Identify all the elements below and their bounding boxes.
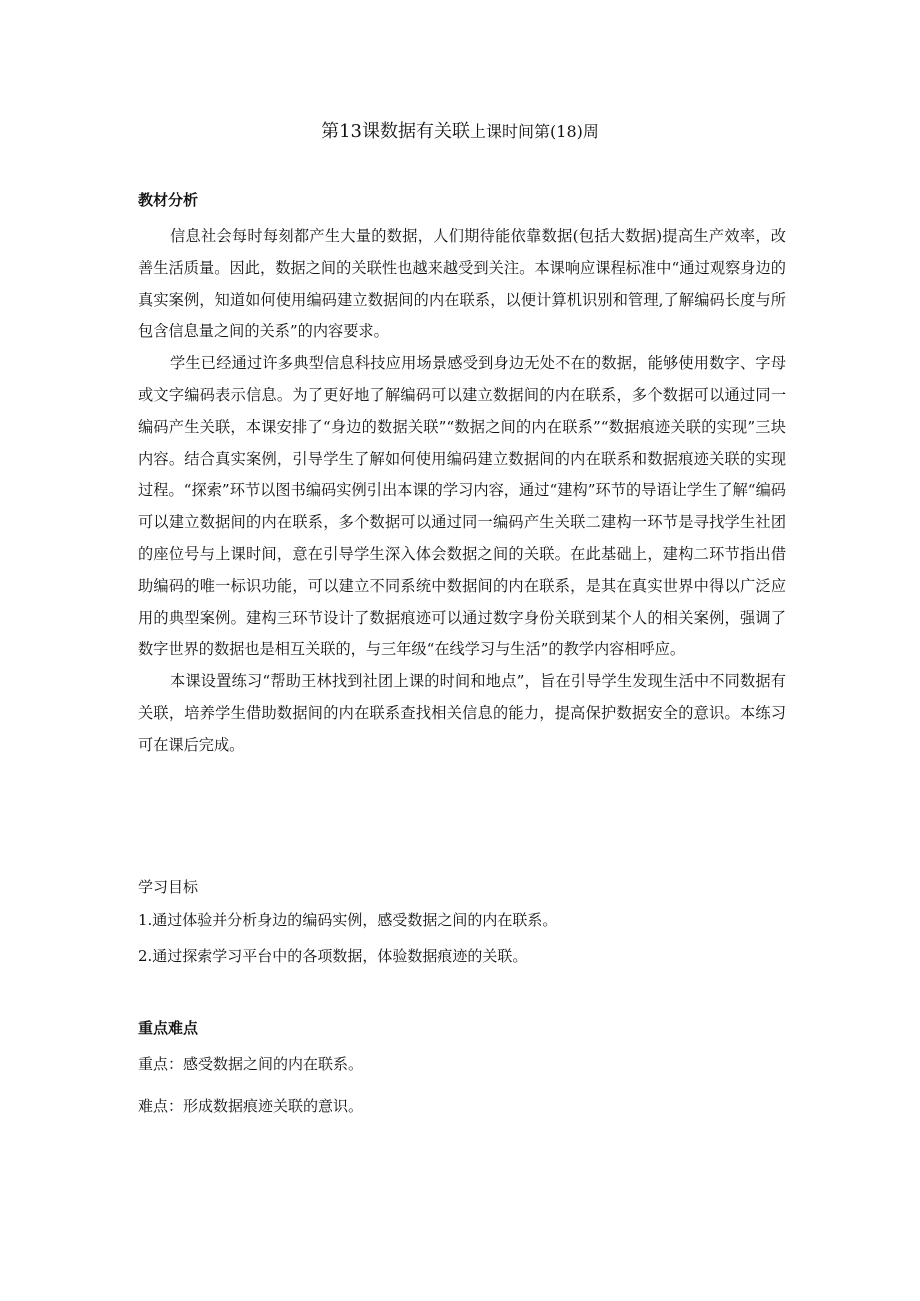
- analysis-paragraph: 本课设置练习“帮助王林找到社团上课的时间和地点”，旨在引导学生发现生活中不同数据有关联，培养学生借助数据间的内在联系查找相关信息的能力，提高保护数据安全的意识。本练习可在课后完成。: [138, 672, 786, 754]
- title-main: 第13课数据有关联: [321, 121, 471, 142]
- section-heading-analysis: 教材分析: [138, 191, 199, 209]
- keypoint-item: 难点：形成数据痕迹关联的意识。: [138, 1097, 364, 1115]
- analysis-body: [138, 221, 786, 762]
- keypoint-item: 重点：感受数据之间的内在联系。: [138, 1055, 364, 1073]
- analysis-paragraph: 信息社会每时每刻都产生大量的数据，人们期待能依靠数据(包括大数据)提高生产效率，改善生活质量。因此，数据之间的关联性也越来越受到关注。本课响应课程标准中“通过观察身边的真实案例，知道如何使用编码建立数据间的内在联系，以便计算机识别和管理,了解编码长度与所包含信息量之间的关系”的内容要求。: [138, 227, 786, 341]
- title-schedule: 上课时间第(18)周: [470, 122, 599, 141]
- analysis-paragraph: 学生已经通过许多典型信息科技应用场景感受到身边无处不在的数据，能够使用数字、字母或文字编码表示信息。为了更好地了解编码可以建立数据间的内在联系，多个数据可以通过同一编码产生关联，本课安排了“身边的数据关联”“数据之间的内在联系”“数据痕迹关联的实现”三块内容。结合真实案例，引导学生了解如何使用编码建立数据间的内在联系和数据痕迹关联的实现过程。“探索”环节以图书编码实例引出本课的学习内容，通过“建构”环节的导语让学生了解“编码可以建立数据间的内在联系，多个数据可以通过同一编码产生关联二建构一环节是寻找学生社团的座位号与上课时间，意在引导学生深入体会数据之间的关联。在此基础上，建构二环节指出借助编码的唯一标识功能，可以建立不同系统中数据间的内在联系，是其在真实世界中得以广泛应用的典型案例。建构三环节设计了数据痕迹可以通过数字身份关联到某个人的相关案例，强调了数字世界的数据也是相互关联的，与三年级“在线学习与生活”的教学内容相呼应。: [138, 354, 786, 659]
- goal-item: 2.通过探索学习平台中的各项数据，体验数据痕迹的关联。: [138, 947, 528, 965]
- document-title: [0, 120, 920, 144]
- goal-item: 1.通过体验并分析身边的编码实例，感受数据之间的内在联系。: [138, 911, 558, 929]
- section-heading-keypoints: 重点难点: [138, 1019, 199, 1037]
- section-heading-goals: 学习目标: [138, 878, 199, 896]
